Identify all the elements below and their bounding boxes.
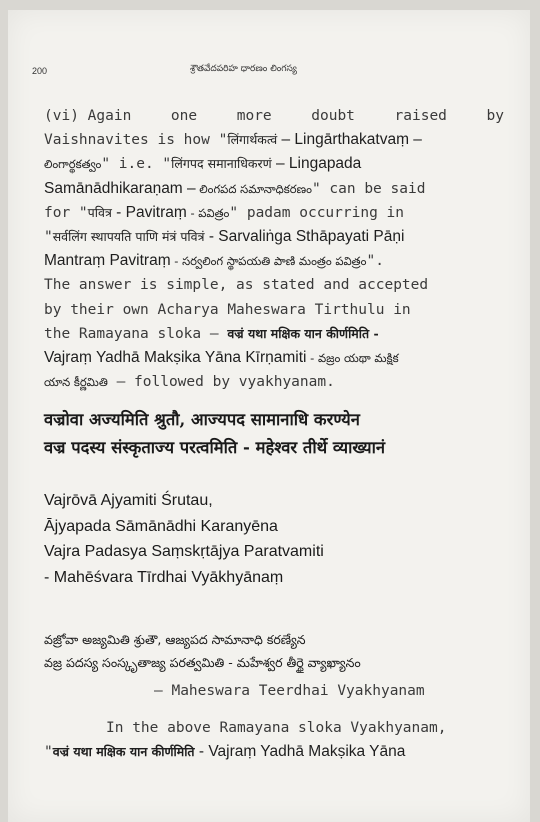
- text-line: Vajraṃ Yadhā Makṣika Yāna Kīrṇamiti - వజ్రం యథా మక్షిక: [44, 348, 399, 366]
- sloka-line: Vajrōvā Ajyamiti Śrutau,: [44, 492, 213, 509]
- text-line: "वज्रं यथा मक्षिक यान कीर्णमिति - Vajraṃ Yadhā Makṣika Yāna: [44, 743, 406, 760]
- sloka-credit: – Maheswara Teerdhai Vyakhyanam: [154, 683, 425, 699]
- sloka-line: Vajra Padasya Saṃskṛtājya Paratvamiti: [44, 543, 324, 560]
- text-line: by their own Acharya Maheswara Tirthulu in: [44, 301, 411, 318]
- sloka-line: - Mahēśvara Tīrdhai Vyākhyānaṃ: [44, 568, 284, 586]
- text-line: లింగార్థకత్వం" i.e. "लिंगपद समानाधिकरणं – Lingapada: [44, 155, 362, 173]
- paragraph-vi: [44, 104, 504, 394]
- text-line: Vaishnavites is how "लिंगार्थकत्वं – Lingārthakatvaṃ –: [44, 131, 422, 149]
- text-line: Samānādhikaraṇam – లింగపద సమానాధికరణం" can be said: [44, 179, 426, 197]
- text-line: for "पवित्र - Pavitraṃ - పవిత్రం" padam occurring in: [44, 203, 404, 221]
- text-line: In the above Ramayana sloka Vyakhyanam,: [106, 720, 447, 736]
- sloka-transliteration: [44, 488, 324, 590]
- text-line: "सर्वलिंग स्थापयति पाणि मंत्रं पवित्रं - Sarvaliṅga Sthāpayati Pāṇi: [44, 227, 405, 245]
- text-line: Mantraṃ Pavitraṃ - సర్వలింగ స్థాపయతి పాణి మంత్రం పవిత్రం".: [44, 252, 384, 270]
- page-header: [32, 64, 506, 80]
- book-page: [8, 10, 530, 822]
- running-title: శ్రౌతవేదపరిహ ధారణం లింగస్య: [190, 64, 297, 74]
- sloka-line: वज्र पदस्य संस्कृताज्य परत्वमिति - महेश्वर तीर्थे व्याख्यानं: [44, 438, 386, 457]
- sloka-devanagari: [44, 406, 514, 462]
- sloka-telugu: [44, 628, 514, 674]
- sloka-line: వజ్రోవా అజ్యమితి శ్రుతౌ, ఆజ్యపద సామానాధి కరణ్యేన: [44, 632, 306, 647]
- page-number: 200: [32, 66, 48, 76]
- sloka-line: वज्रोवा अज्यमिति श्रुतौ, आज्यपद सामानाधि करण्येन: [44, 410, 360, 429]
- text-line: The answer is simple, as stated and accepted: [44, 277, 429, 294]
- text-line: (vi) Again one more doubt raised by: [44, 108, 504, 124]
- sloka-line: వజ్ర పదస్య సంస్కృతాజ్య పరత్వమితి - మహేశ్వర తీర్థై వ్యాఖ్యానం: [44, 655, 361, 670]
- sloka-line: Ājyapada Sāmānādhi Karanyēna: [44, 517, 278, 535]
- text-line: యాన కీర్ణమితి – followed by vyakhyanam.: [44, 374, 335, 391]
- paragraph-continuation: [44, 716, 512, 764]
- text-line: the Ramayana sloka – वज्रं यथा मक्षिक यान कीर्णमिति -: [44, 325, 379, 342]
